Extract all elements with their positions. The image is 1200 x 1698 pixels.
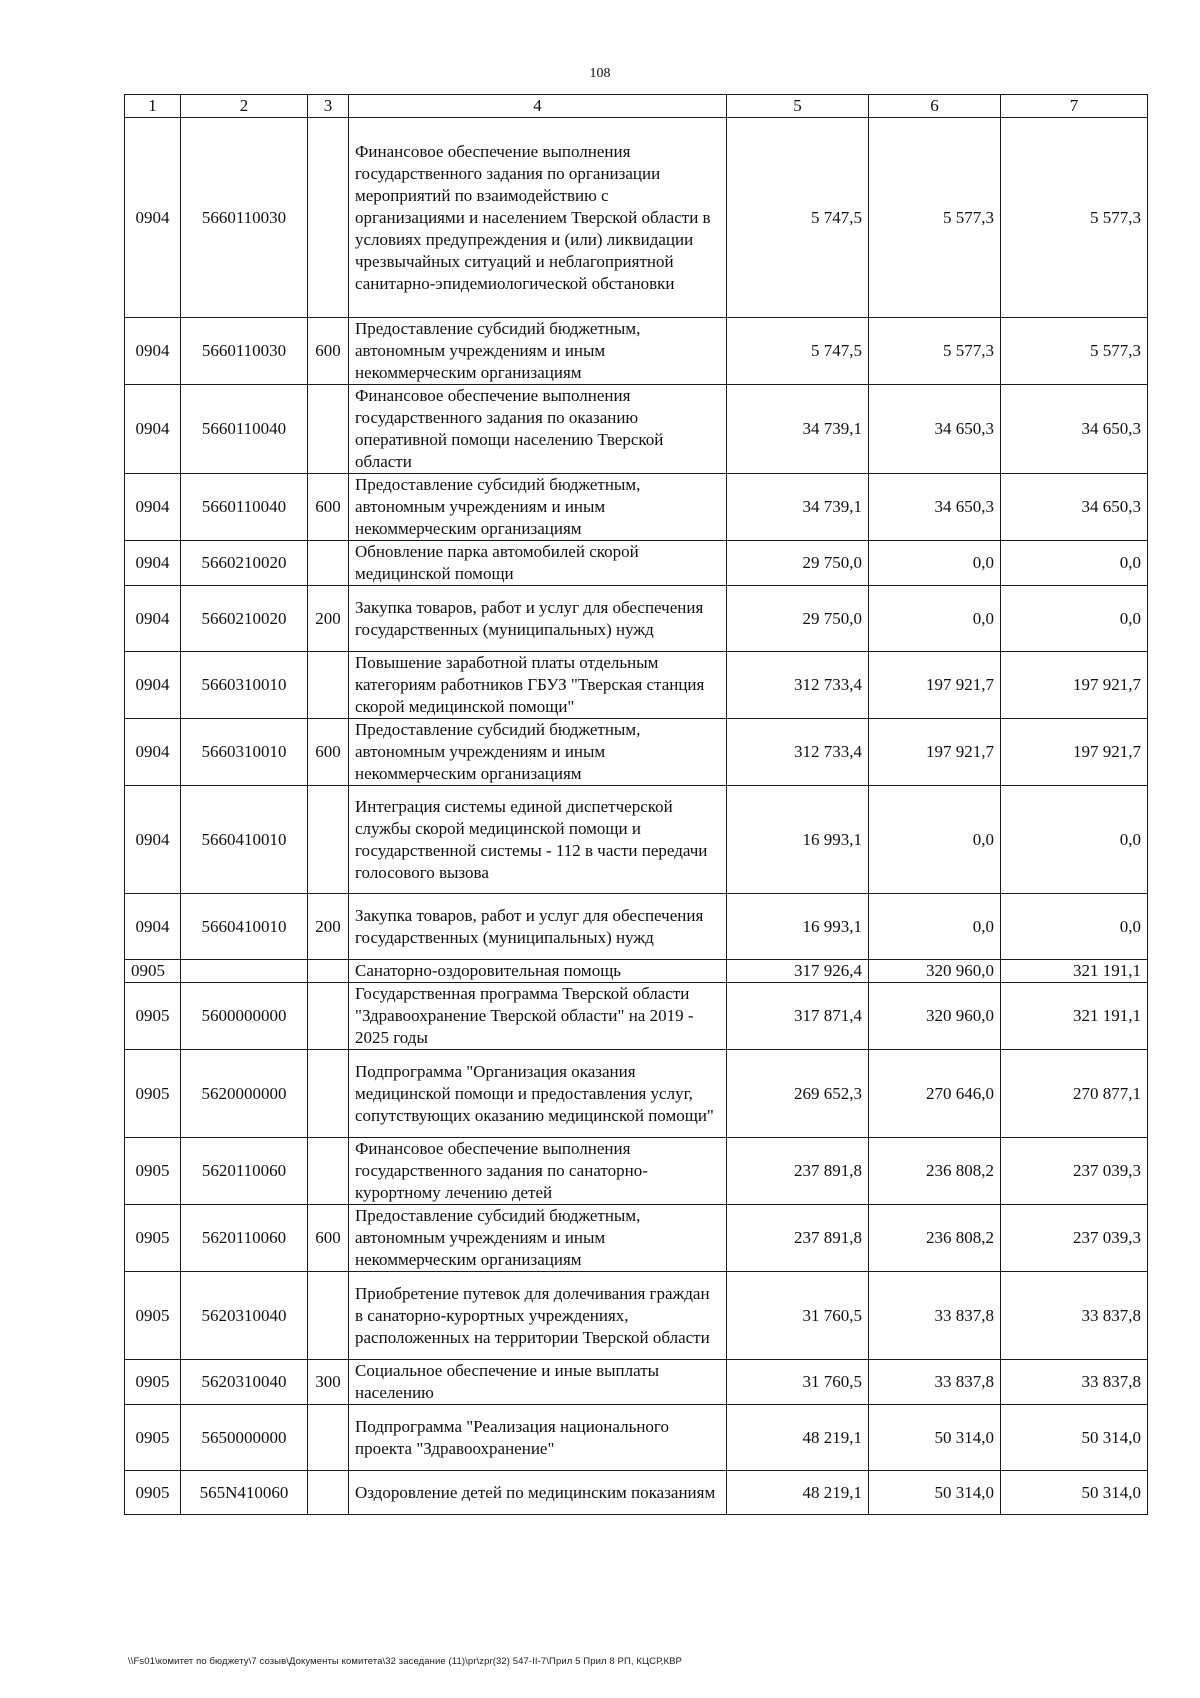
cell-amount-col6: 0,0 bbox=[869, 541, 1001, 586]
cell-target-article: 5620110060 bbox=[181, 1205, 308, 1272]
cell-expense-type bbox=[308, 652, 349, 719]
cell-amount-col7: 270 877,1 bbox=[1001, 1050, 1148, 1138]
cell-amount-col5: 29 750,0 bbox=[727, 586, 869, 652]
cell-amount-col7: 197 921,7 bbox=[1001, 719, 1148, 786]
cell-target-article: 5620310040 bbox=[181, 1360, 308, 1405]
cell-description: Подпрограмма "Организация оказания медицинской помощи и предоставления услуг, сопутствующих оказанию медицинской помощи" bbox=[349, 1050, 727, 1138]
cell-amount-col5: 237 891,8 bbox=[727, 1138, 869, 1205]
cell-target-article: 5660410010 bbox=[181, 786, 308, 894]
cell-amount-col7: 0,0 bbox=[1001, 541, 1148, 586]
cell-section-code: 0904 bbox=[125, 586, 181, 652]
header-col-6: 6 bbox=[869, 95, 1001, 118]
table-row bbox=[125, 1471, 1148, 1515]
cell-amount-col7: 50 314,0 bbox=[1001, 1405, 1148, 1471]
cell-amount-col6: 34 650,3 bbox=[869, 474, 1001, 541]
cell-description: Финансовое обеспечение выполнения государственного задания по оказанию оперативной помощи населению Тверской области bbox=[349, 385, 727, 474]
cell-description: Предоставление субсидий бюджетным, автономным учреждениям и иным некоммерческим организациям bbox=[349, 318, 727, 385]
cell-description: Обновление парка автомобилей скорой медицинской помощи bbox=[349, 541, 727, 586]
cell-section-code: 0904 bbox=[125, 652, 181, 719]
cell-target-article bbox=[181, 960, 308, 983]
cell-description: Социальное обеспечение и иные выплаты населению bbox=[349, 1360, 727, 1405]
cell-amount-col6: 270 646,0 bbox=[869, 1050, 1001, 1138]
cell-expense-type bbox=[308, 960, 349, 983]
cell-section-code: 0904 bbox=[125, 318, 181, 385]
cell-section-code: 0905 bbox=[125, 1360, 181, 1405]
cell-description: Государственная программа Тверской области "Здравоохранение Тверской области" на 2019 - 2025 годы bbox=[349, 983, 727, 1050]
table-row bbox=[125, 1360, 1148, 1405]
cell-section-code: 0904 bbox=[125, 474, 181, 541]
cell-amount-col5: 317 871,4 bbox=[727, 983, 869, 1050]
header-col-4: 4 bbox=[349, 95, 727, 118]
cell-amount-col6: 236 808,2 bbox=[869, 1205, 1001, 1272]
cell-expense-type bbox=[308, 1405, 349, 1471]
cell-section-code: 0904 bbox=[125, 894, 181, 960]
table-row bbox=[125, 1405, 1148, 1471]
budget-table bbox=[124, 94, 1148, 1515]
cell-section-code: 0905 bbox=[125, 1050, 181, 1138]
cell-expense-type bbox=[308, 118, 349, 318]
cell-amount-col5: 237 891,8 bbox=[727, 1205, 869, 1272]
table-row bbox=[125, 1205, 1148, 1272]
cell-target-article: 5660110040 bbox=[181, 385, 308, 474]
cell-amount-col5: 48 219,1 bbox=[727, 1471, 869, 1515]
cell-amount-col5: 34 739,1 bbox=[727, 385, 869, 474]
cell-target-article: 5620110060 bbox=[181, 1138, 308, 1205]
cell-amount-col5: 5 747,5 bbox=[727, 118, 869, 318]
cell-expense-type bbox=[308, 1050, 349, 1138]
cell-amount-col7: 321 191,1 bbox=[1001, 983, 1148, 1050]
cell-amount-col7: 5 577,3 bbox=[1001, 118, 1148, 318]
header-col-1: 1 bbox=[125, 95, 181, 118]
cell-amount-col7: 0,0 bbox=[1001, 586, 1148, 652]
cell-section-code: 0904 bbox=[125, 541, 181, 586]
cell-amount-col6: 34 650,3 bbox=[869, 385, 1001, 474]
cell-amount-col6: 50 314,0 bbox=[869, 1471, 1001, 1515]
cell-description: Оздоровление детей по медицинским показаниям bbox=[349, 1471, 727, 1515]
cell-description: Интеграция системы единой диспетчерской службы скорой медицинской помощи и государственной системы - 112 в части передачи голосового вызова bbox=[349, 786, 727, 894]
cell-expense-type: 300 bbox=[308, 1360, 349, 1405]
cell-description: Закупка товаров, работ и услуг для обеспечения государственных (муниципальных) нужд bbox=[349, 894, 727, 960]
table-row bbox=[125, 318, 1148, 385]
cell-section-code: 0905 bbox=[125, 1405, 181, 1471]
cell-section-code: 0904 bbox=[125, 118, 181, 318]
cell-description: Финансовое обеспечение выполнения государственного задания по организации мероприятий по взаимодействию с организациями и населением Тверской области в условиях предупреждения и (или) ликвидации чрезвычайных ситуаций и неблагоприятной санитарно-эпидемиологической обстановки bbox=[349, 118, 727, 318]
cell-amount-col5: 5 747,5 bbox=[727, 318, 869, 385]
page-number: 108 bbox=[589, 66, 611, 81]
cell-expense-type bbox=[308, 1138, 349, 1205]
cell-amount-col6: 33 837,8 bbox=[869, 1360, 1001, 1405]
cell-amount-col7: 0,0 bbox=[1001, 894, 1148, 960]
cell-amount-col5: 31 760,5 bbox=[727, 1360, 869, 1405]
cell-section-code: 0904 bbox=[125, 719, 181, 786]
header-col-2: 2 bbox=[181, 95, 308, 118]
cell-amount-col5: 34 739,1 bbox=[727, 474, 869, 541]
cell-expense-type bbox=[308, 1272, 349, 1360]
cell-expense-type: 600 bbox=[308, 719, 349, 786]
cell-description: Финансовое обеспечение выполнения государственного задания по санаторно-курортному лечению детей bbox=[349, 1138, 727, 1205]
cell-section-code: 0905 bbox=[125, 960, 181, 983]
table-row bbox=[125, 786, 1148, 894]
table-row bbox=[125, 385, 1148, 474]
cell-amount-col5: 16 993,1 bbox=[727, 894, 869, 960]
cell-description: Санаторно-оздоровительная помощь bbox=[349, 960, 727, 983]
cell-target-article: 5660110040 bbox=[181, 474, 308, 541]
header-col-3: 3 bbox=[308, 95, 349, 118]
cell-amount-col7: 34 650,3 bbox=[1001, 474, 1148, 541]
table-row bbox=[125, 983, 1148, 1050]
cell-expense-type: 600 bbox=[308, 318, 349, 385]
cell-expense-type: 600 bbox=[308, 474, 349, 541]
cell-amount-col6: 33 837,8 bbox=[869, 1272, 1001, 1360]
cell-target-article: 5660210020 bbox=[181, 541, 308, 586]
table-row bbox=[125, 1050, 1148, 1138]
cell-expense-type bbox=[308, 385, 349, 474]
cell-expense-type bbox=[308, 541, 349, 586]
table-row bbox=[125, 894, 1148, 960]
header-col-5: 5 bbox=[727, 95, 869, 118]
cell-amount-col6: 0,0 bbox=[869, 894, 1001, 960]
table-row bbox=[125, 586, 1148, 652]
cell-expense-type: 200 bbox=[308, 586, 349, 652]
table-row bbox=[125, 474, 1148, 541]
cell-amount-col5: 16 993,1 bbox=[727, 786, 869, 894]
cell-amount-col5: 317 926,4 bbox=[727, 960, 869, 983]
cell-amount-col6: 197 921,7 bbox=[869, 652, 1001, 719]
cell-amount-col5: 269 652,3 bbox=[727, 1050, 869, 1138]
cell-description: Повышение заработной платы отдельным категориям работников ГБУЗ "Тверская станция скорой медицинской помощи" bbox=[349, 652, 727, 719]
cell-description: Предоставление субсидий бюджетным, автономным учреждениям и иным некоммерческим организациям bbox=[349, 474, 727, 541]
cell-amount-col7: 321 191,1 bbox=[1001, 960, 1148, 983]
cell-amount-col6: 0,0 bbox=[869, 586, 1001, 652]
cell-amount-col6: 320 960,0 bbox=[869, 983, 1001, 1050]
cell-amount-col7: 237 039,3 bbox=[1001, 1205, 1148, 1272]
cell-amount-col7: 33 837,8 bbox=[1001, 1272, 1148, 1360]
cell-target-article: 5660210020 bbox=[181, 586, 308, 652]
cell-amount-col5: 312 733,4 bbox=[727, 652, 869, 719]
cell-amount-col6: 5 577,3 bbox=[869, 118, 1001, 318]
cell-amount-col6: 50 314,0 bbox=[869, 1405, 1001, 1471]
cell-amount-col6: 236 808,2 bbox=[869, 1138, 1001, 1205]
cell-section-code: 0905 bbox=[125, 1471, 181, 1515]
cell-section-code: 0905 bbox=[125, 1138, 181, 1205]
cell-target-article: 5650000000 bbox=[181, 1405, 308, 1471]
cell-description: Приобретение путевок для долечивания граждан в санаторно-курортных учреждениях, расположенных на территории Тверской области bbox=[349, 1272, 727, 1360]
cell-amount-col5: 29 750,0 bbox=[727, 541, 869, 586]
table-row bbox=[125, 541, 1148, 586]
table-row bbox=[125, 118, 1148, 318]
cell-target-article: 5660410010 bbox=[181, 894, 308, 960]
cell-amount-col5: 48 219,1 bbox=[727, 1405, 869, 1471]
cell-amount-col5: 31 760,5 bbox=[727, 1272, 869, 1360]
cell-section-code: 0904 bbox=[125, 385, 181, 474]
cell-amount-col6: 0,0 bbox=[869, 786, 1001, 894]
cell-section-code: 0905 bbox=[125, 1205, 181, 1272]
footer-file-path: \\Fs01\комитет по бюджету\7 созыв\Документы комитета\32 заседание (11)\pr\zpr(32) 547-II-7\Прил 5 Прил 8 РП, КЦСР,КВР bbox=[128, 1656, 682, 1667]
cell-amount-col6: 5 577,3 bbox=[869, 318, 1001, 385]
cell-target-article: 5620000000 bbox=[181, 1050, 308, 1138]
table-row bbox=[125, 719, 1148, 786]
table-header bbox=[125, 95, 1148, 118]
cell-amount-col5: 312 733,4 bbox=[727, 719, 869, 786]
cell-description: Предоставление субсидий бюджетным, автономным учреждениям и иным некоммерческим организациям bbox=[349, 719, 727, 786]
cell-section-code: 0905 bbox=[125, 1272, 181, 1360]
cell-amount-col7: 33 837,8 bbox=[1001, 1360, 1148, 1405]
cell-target-article: 5660310010 bbox=[181, 652, 308, 719]
cell-amount-col6: 197 921,7 bbox=[869, 719, 1001, 786]
cell-expense-type: 600 bbox=[308, 1205, 349, 1272]
cell-amount-col6: 320 960,0 bbox=[869, 960, 1001, 983]
table-row bbox=[125, 652, 1148, 719]
cell-target-article: 5660310010 bbox=[181, 719, 308, 786]
cell-section-code: 0904 bbox=[125, 786, 181, 894]
cell-description: Подпрограмма "Реализация национального проекта "Здравоохранение" bbox=[349, 1405, 727, 1471]
table-row bbox=[125, 1272, 1148, 1360]
cell-target-article: 5660110030 bbox=[181, 118, 308, 318]
cell-amount-col7: 34 650,3 bbox=[1001, 385, 1148, 474]
cell-description: Предоставление субсидий бюджетным, автономным учреждениям и иным некоммерческим организациям bbox=[349, 1205, 727, 1272]
cell-amount-col7: 197 921,7 bbox=[1001, 652, 1148, 719]
table-body bbox=[125, 118, 1148, 1515]
header-row bbox=[125, 95, 1148, 118]
cell-target-article: 5620310040 bbox=[181, 1272, 308, 1360]
cell-section-code: 0905 bbox=[125, 983, 181, 1050]
cell-expense-type bbox=[308, 983, 349, 1050]
cell-target-article: 565N410060 bbox=[181, 1471, 308, 1515]
cell-target-article: 5600000000 bbox=[181, 983, 308, 1050]
cell-expense-type bbox=[308, 786, 349, 894]
cell-target-article: 5660110030 bbox=[181, 318, 308, 385]
cell-amount-col7: 5 577,3 bbox=[1001, 318, 1148, 385]
cell-description: Закупка товаров, работ и услуг для обеспечения государственных (муниципальных) нужд bbox=[349, 586, 727, 652]
cell-expense-type: 200 bbox=[308, 894, 349, 960]
table-row bbox=[125, 960, 1148, 983]
cell-expense-type bbox=[308, 1471, 349, 1515]
table-row bbox=[125, 1138, 1148, 1205]
cell-amount-col7: 237 039,3 bbox=[1001, 1138, 1148, 1205]
cell-amount-col7: 50 314,0 bbox=[1001, 1471, 1148, 1515]
header-col-7: 7 bbox=[1001, 95, 1148, 118]
cell-amount-col7: 0,0 bbox=[1001, 786, 1148, 894]
